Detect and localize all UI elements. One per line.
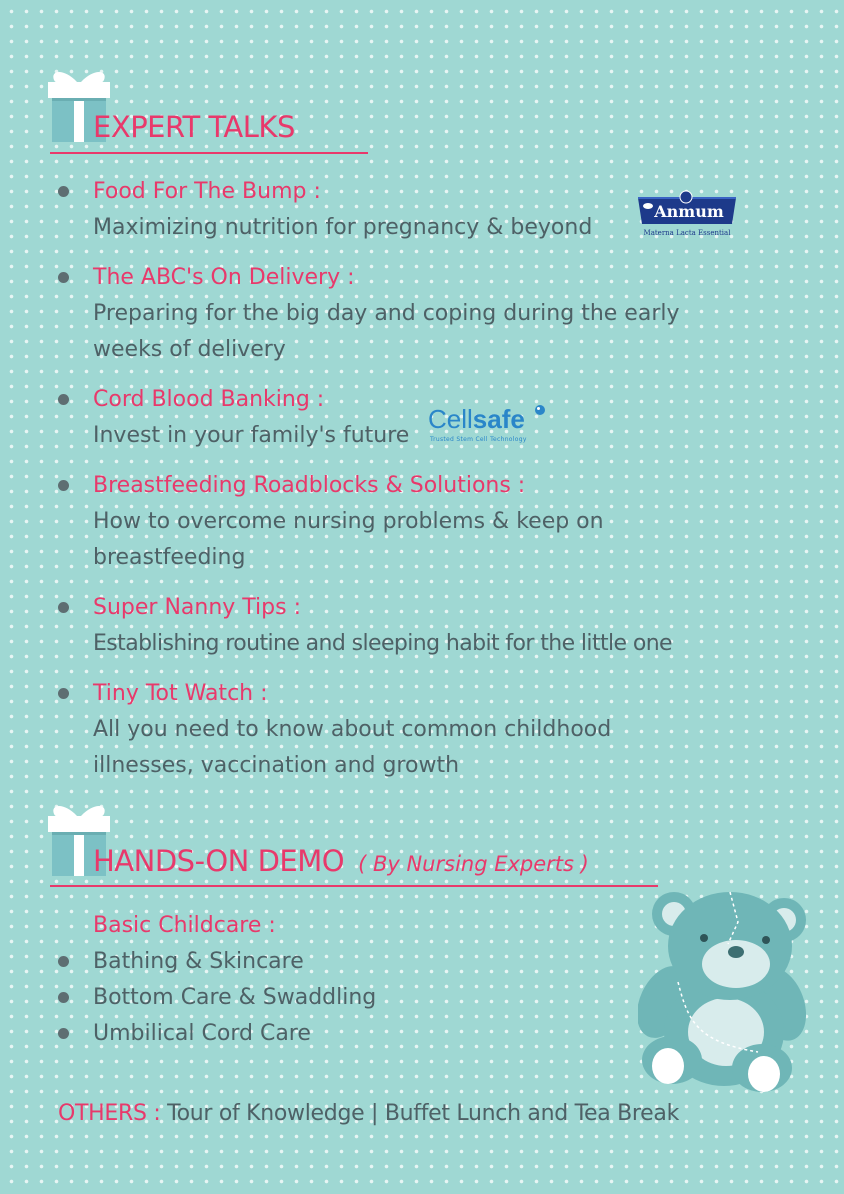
bullet bbox=[58, 602, 69, 613]
list-item bbox=[93, 676, 673, 784]
list-item: Bathing & Skincare bbox=[93, 949, 304, 974]
others-line bbox=[58, 1096, 679, 1132]
talk-title: Super Nanny Tips : bbox=[93, 595, 301, 620]
cellsafe-tagline: Trusted Stem Cell Technology bbox=[430, 436, 527, 443]
others-text: Tour of Knowledge | Buffet Lunch and Tea Break bbox=[167, 1101, 680, 1126]
title-underline bbox=[50, 885, 658, 887]
basic-childcare-heading: Basic Childcare : bbox=[93, 913, 276, 938]
anmum-tagline: Materna Lacta Essential bbox=[643, 229, 731, 237]
list-item bbox=[93, 260, 733, 368]
cellsafe-wordmark-bold: safe bbox=[472, 404, 525, 434]
talk-description: Establishing routine and sleeping habit for the little one bbox=[93, 631, 672, 656]
talk-title: The ABC's On Delivery : bbox=[93, 265, 355, 290]
list-item bbox=[93, 468, 673, 576]
cellsafe-wordmark-light: Cell bbox=[428, 404, 473, 434]
talk-description: Invest in your family's future bbox=[93, 423, 410, 448]
others-label: OTHERS : bbox=[58, 1101, 161, 1126]
list-item: Bottom Care & Swaddling bbox=[93, 985, 377, 1010]
bullet bbox=[58, 992, 69, 1003]
anmum-logo bbox=[634, 190, 740, 242]
section-title-expert-talks: EXPERT TALKS bbox=[93, 110, 295, 144]
teddy-bear-icon bbox=[638, 882, 808, 1094]
list-item: Umbilical Cord Care bbox=[93, 1021, 311, 1046]
talk-title: Cord Blood Banking : bbox=[93, 387, 325, 412]
talk-title: Breastfeeding Roadblocks & Solutions : bbox=[93, 473, 526, 498]
bullet bbox=[58, 956, 69, 967]
title-underline bbox=[50, 152, 368, 154]
cellsafe-logo bbox=[428, 404, 552, 448]
bullet bbox=[58, 1028, 69, 1039]
bullet bbox=[58, 480, 69, 491]
droplet-icon bbox=[534, 404, 546, 416]
hands-on-title: HANDS-ON DEMO bbox=[93, 844, 345, 878]
talk-description: How to overcome nursing problems & keep on breastfeeding bbox=[93, 509, 604, 570]
talk-description: Maximizing nutrition for pregnancy & beyond bbox=[93, 215, 593, 240]
list-item bbox=[93, 590, 813, 662]
bullet bbox=[58, 186, 69, 197]
anmum-wordmark: Anmum bbox=[654, 202, 724, 221]
bullet bbox=[58, 394, 69, 405]
talk-description: All you need to know about common childhood illnesses, vaccination and growth bbox=[93, 717, 612, 778]
talk-title: Food For The Bump : bbox=[93, 179, 321, 204]
bullet bbox=[58, 272, 69, 283]
hands-on-subtitle: ( By Nursing Experts ) bbox=[358, 852, 589, 876]
talk-title: Tiny Tot Watch : bbox=[93, 681, 268, 706]
bullet bbox=[58, 688, 69, 699]
talk-description: Preparing for the big day and coping during the early weeks of delivery bbox=[93, 301, 680, 362]
section-title-hands-on-demo bbox=[93, 844, 589, 878]
